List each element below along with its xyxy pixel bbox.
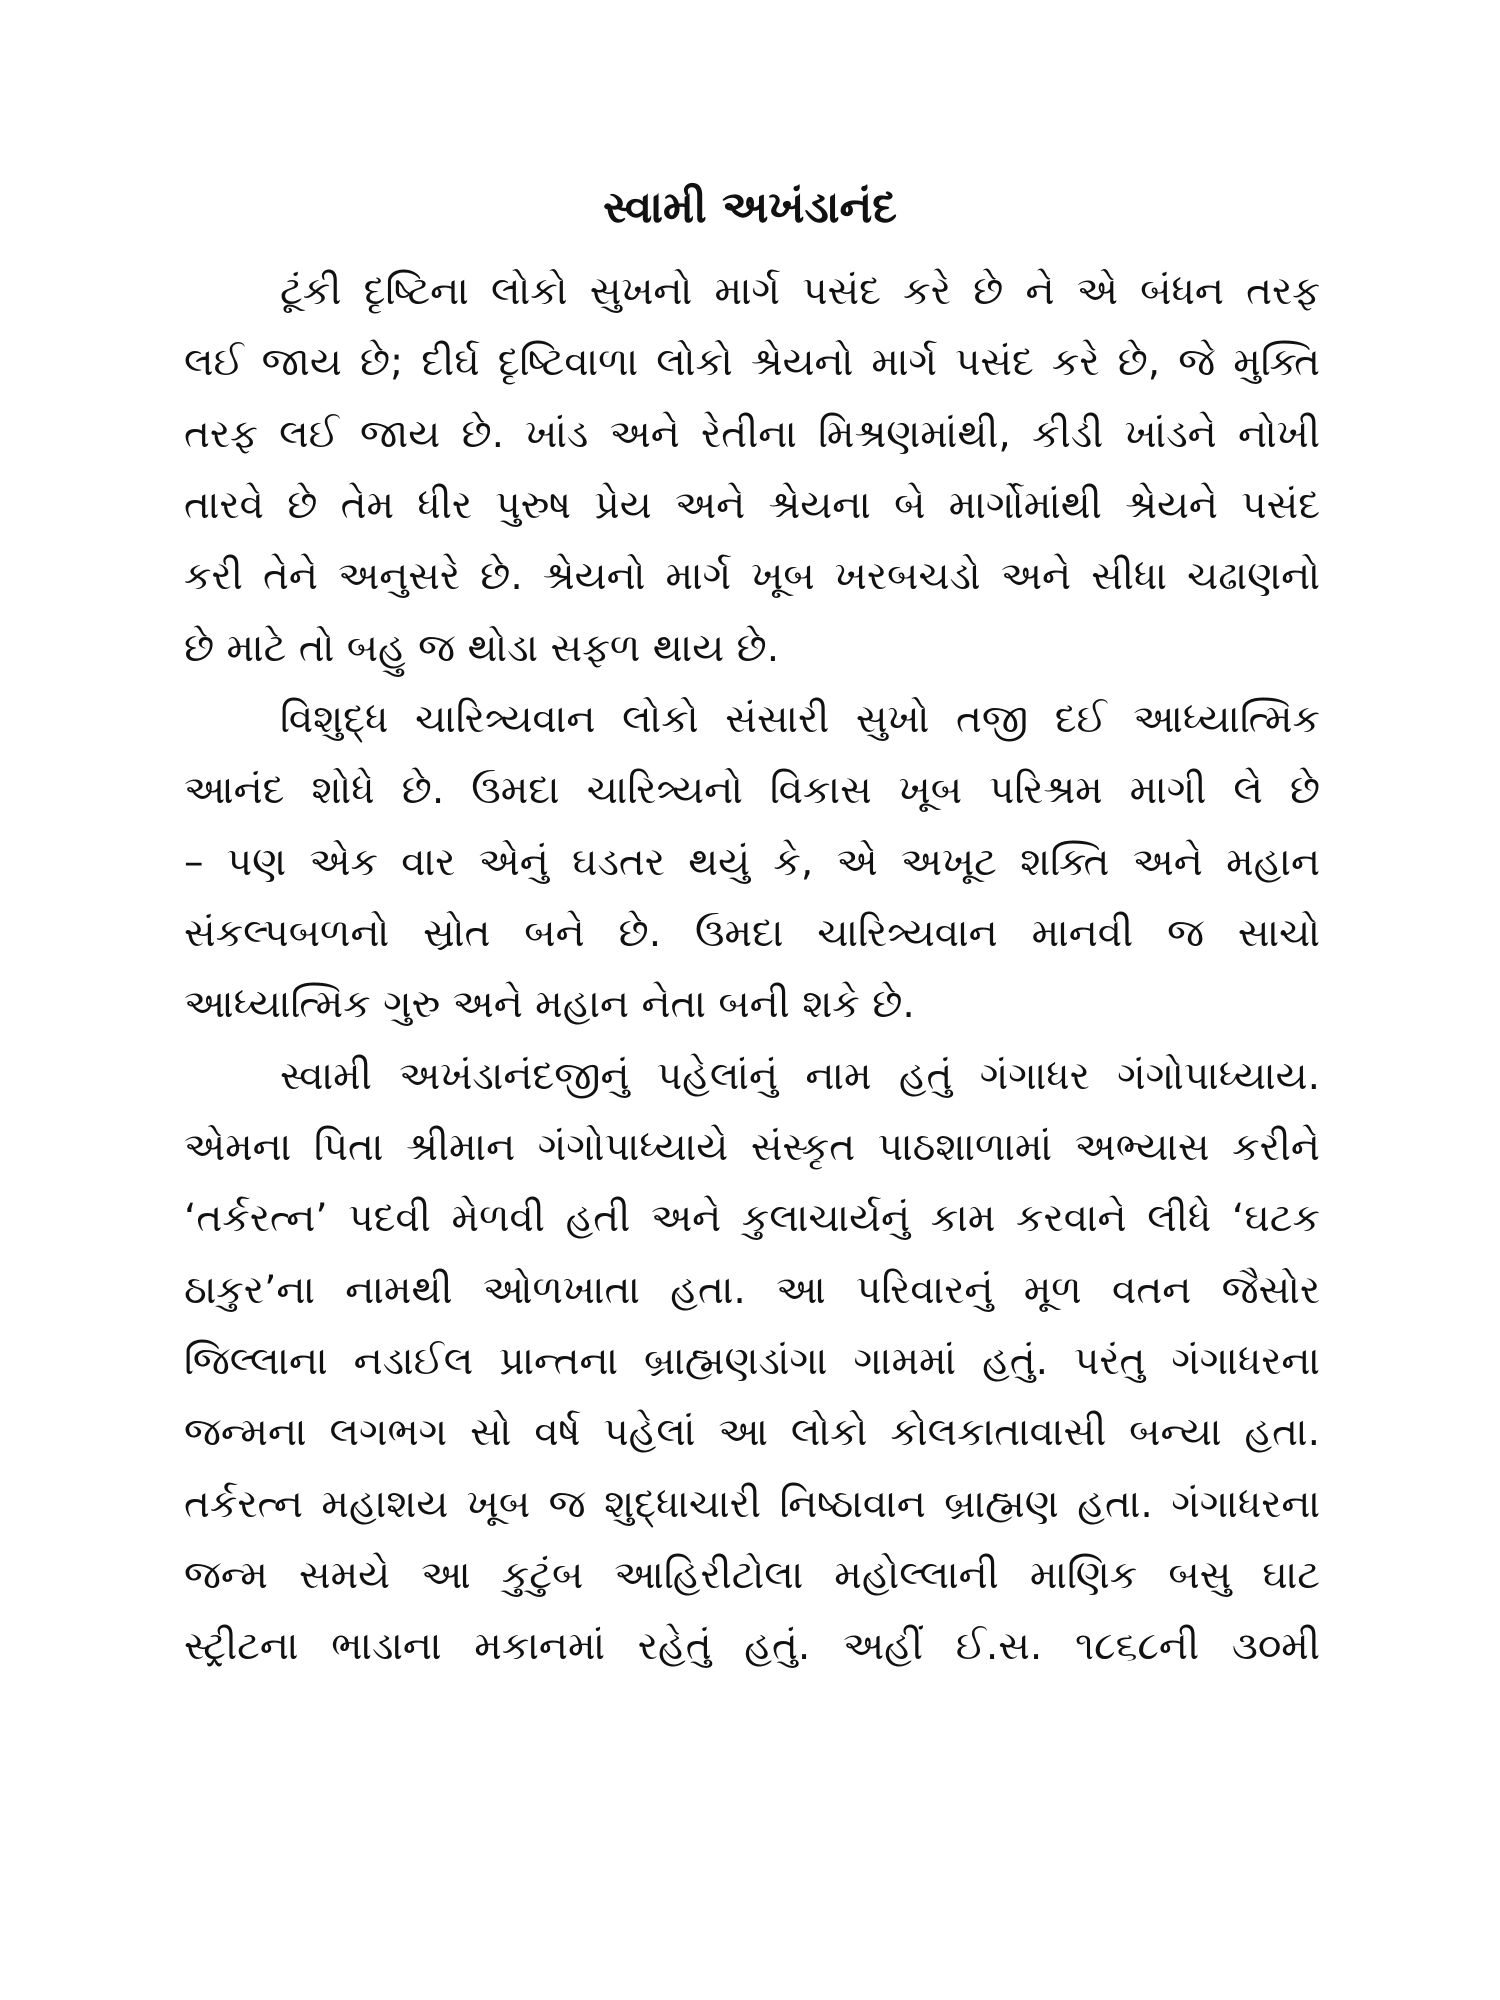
text-line-7: વિશુદ્ધ ચારિત્ર્યવાન લોકો સંસારી સુખો તજી દઈ આધ્યાત્મિક xyxy=(280,697,1320,742)
text-line-11: આધ્યાત્મિક ગુરુ અને મહાન નેતા બની શકે છે. xyxy=(184,982,915,1027)
text-line-19: જન્મ સમયે આ કુટુંબ આહિરીટોલા મહોલ્લાની માણિક બસુ ઘાટ xyxy=(184,1553,1320,1598)
text-line-2: લઈ જાય છે; દીર્ઘ દૃષ્ટિવાળા લોકો શ્રેયનો માર્ગ પસંદ કરે છે, જે મુક્તિ xyxy=(184,340,1320,385)
text-line-20: સ્ટ્રીટના ભાડાના મકાનમાં રહેતું હતું. અહીં ઈ.સ. ૧૮૬૮ની ૩૦મી xyxy=(184,1624,1320,1669)
text-line-14: ‘તર્કરત્ન’ પદવી મેળવી હતી અને કુલાચાર્યનું કામ કરવાને લીધે ‘ઘટક xyxy=(184,1196,1320,1241)
text-line-13: એમના પિતા શ્રીમાન ગંગોપાધ્યાયે સંસ્કૃત પાઠશાળામાં અભ્યાસ કરીને xyxy=(184,1125,1320,1170)
text-line-17: જન્મના લગભગ સો વર્ષ પહેલાં આ લોકો કોલકાતાવાસી બન્યા હતા. xyxy=(184,1410,1320,1455)
text-line-5: કરી તેને અનુસરે છે. શ્રેયનો માર્ગ ખૂબ ખરબચડો અને સીધા ચઢાણનો xyxy=(184,554,1320,599)
text-line-1: ટૂંકી દૃષ્ટિના લોકો સુખનો માર્ગ પસંદ કરે છે ને એ બંધન તરફ xyxy=(280,269,1320,314)
text-line-3: તરફ લઈ જાય છે. ખાંડ અને રેતીના મિશ્રણમાંથી, કીડી ખાંડને નોખી xyxy=(184,412,1320,457)
text-line-18: તર્કરત્ન મહાશય ખૂબ જ શુદ્ધાચારી નિષ્ઠાવાન બ્રાહ્મણ હતા. ગંગાધરના xyxy=(184,1482,1320,1527)
text-line-12: સ્વામી અખંડાનંદજીનું પહેલાંનું નામ હતું ગંગાધર ગંગોપાધ્યાય. xyxy=(280,1054,1320,1099)
text-line-15: ઠાકુર’ના નામથી ઓળખાતા હતા. આ પરિવારનું મૂળ વતન જૈસોર xyxy=(184,1268,1320,1313)
text-line-8: આનંદ શોધે છે. ઉમદા ચારિત્ર્યનો વિકાસ ખૂબ પરિશ્રમ માગી લે છે xyxy=(184,768,1320,813)
text-line-6: છે માટે તો બહુ જ થોડા સફળ થાય છે. xyxy=(184,626,780,671)
page-title: સ્વામી અખંડાનંદ xyxy=(603,182,897,233)
text-line-9: – પણ એક વાર એનું ઘડતર થયું કે, એ અખૂટ શક્તિ અને મહાન xyxy=(184,840,1320,885)
text-line-4: તારવે છે તેમ ધીર પુરુષ પ્રેય અને શ્રેયના બે માર્ગોમાંથી શ્રેયને પસંદ xyxy=(184,483,1320,528)
text-line-10: સંકલ્પબળનો સ્રોત બને છે. ઉમદા ચારિત્ર્યવાન માનવી જ સાચો xyxy=(184,911,1320,956)
text-line-16: જિલ્લાના નડાઈલ પ્રાન્તના બ્રાહ્મણડાંગા ગામમાં હતું. પરંતુ ગંગાધરના xyxy=(184,1339,1320,1384)
